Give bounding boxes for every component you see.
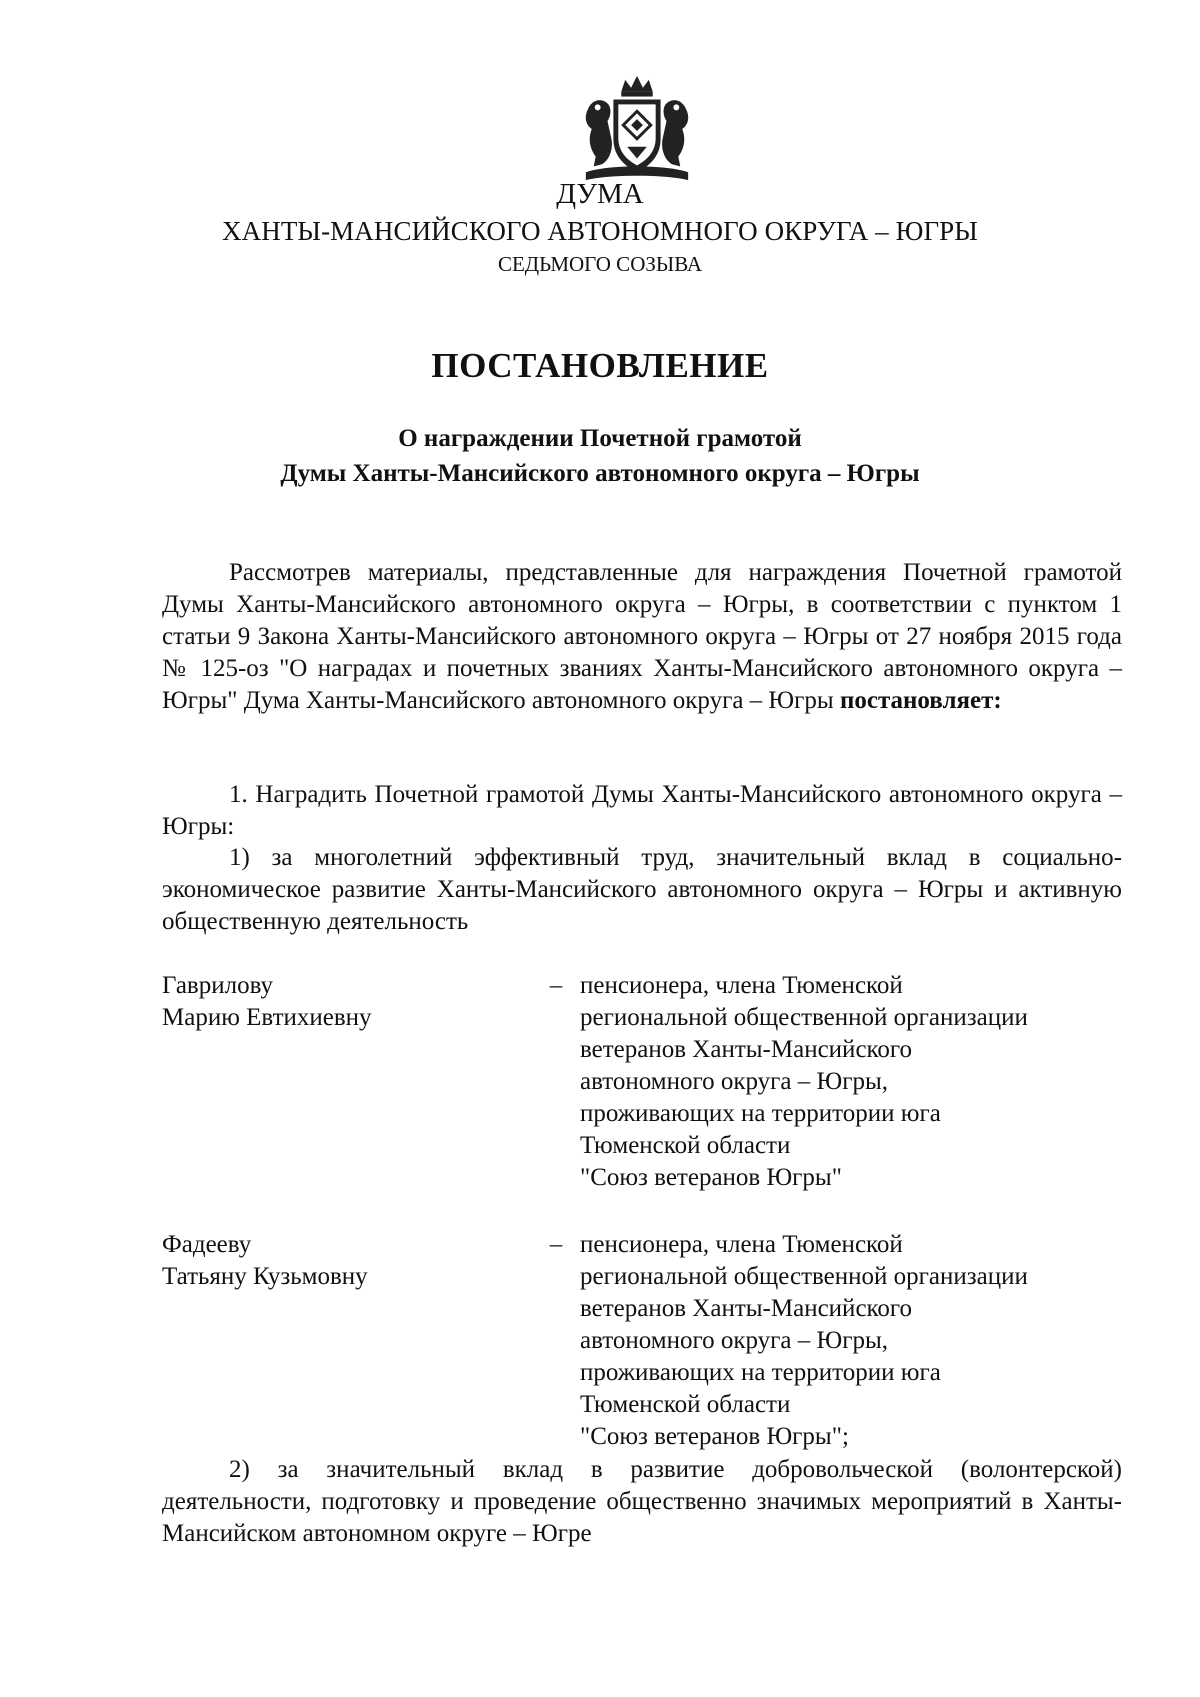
awardee-description (580, 1229, 1120, 1453)
awardee-name (162, 970, 542, 1034)
awardee-description-line: пенсионера, члена Тюменской (580, 1231, 903, 1258)
awardee-name (162, 1229, 542, 1293)
awardee-description-line: "Союз ветеранов Югры" (580, 1164, 842, 1191)
awardee-description (580, 970, 1120, 1194)
document-type: ПОСТАНОВЛЕНИЕ (431, 346, 769, 385)
awardee-description-line: автономного округа – Югры, (580, 1068, 889, 1095)
awardee-given-names: Татьяну Кузьмовну (162, 1263, 368, 1290)
preamble-text: Рассмотрев материалы, представленные для награждения Почетной грамотой Думы Ханты-Мансийского автономного округа – Югры, в соответствии с пунктом 1 статьи 9 Закона Ханты-Мансийского автономного округа – Югры от 27 ноября 2015 года № 125-оз "О наградах и почетных званиях Ханты-Мансийского автономного округа – Югры" Дума Ханты-Мансийского автономного округа – Югры (162, 559, 1122, 714)
awardee-description-line: автономного округа – Югры, (580, 1327, 889, 1354)
awardee-description-line: ветеранов Ханты-Мансийского (580, 1036, 913, 1063)
awardee-description-line: пенсионера, члена Тюменской (580, 972, 903, 999)
awardee-given-names: Марию Евтихиевну (162, 1004, 372, 1031)
item-1-paragraph: 1. Наградить Почетной грамотой Думы Ханты-Мансийского автономного округа – Югры: (162, 781, 1122, 840)
org-name-line-1: ДУМА (556, 178, 644, 210)
subitem-1-paragraph: 1) за многолетний эффективный труд, значительный вклад в социально-экономическое развитие Ханты-Мансийского автономного округа – Югры и активную общественную деятельность (162, 844, 1122, 935)
coat-of-arms-icon (578, 70, 696, 188)
awardee-description-line: проживающих на территории юга (580, 1100, 941, 1127)
awardee-description-line: проживающих на территории юга (580, 1359, 941, 1386)
awardee-dash: – (549, 1231, 563, 1258)
awardee-description-line: ветеранов Ханты-Мансийского (580, 1295, 913, 1322)
subitem-2-paragraph: 2) за значительный вклад в развитие добровольческой (волонтерской) деятельности, подготовку и проведение общественно значимых мероприятий в Ханты-Мансийском автономном округе – Югре (162, 1456, 1122, 1547)
decision-word: постановляет: (839, 687, 1002, 714)
convocation-line: СЕДЬМОГО СОЗЫВА (497, 252, 703, 276)
awardee-dash: – (549, 972, 563, 999)
awardee-description-line: "Союз ветеранов Югры"; (580, 1423, 849, 1450)
org-name-line-2: ХАНТЫ-МАНСИЙСКОГО АВТОНОМНОГО ОКРУГА – ЮГРЫ (222, 216, 978, 246)
document-subject (0, 421, 1200, 491)
awardee-surname: Фадееву (162, 1231, 252, 1258)
awardee-surname: Гаврилову (162, 972, 274, 999)
preamble-paragraph (162, 557, 1122, 717)
subject-line-2: Думы Ханты-Мансийского автономного округа – Югры (280, 460, 920, 487)
awardee-description-line: Тюменской области (580, 1391, 791, 1418)
awardee-description-line: Тюменской области (580, 1132, 791, 1159)
awardee-description-line: региональной общественной организации (580, 1263, 1028, 1290)
awardee-description-line: региональной общественной организации (580, 1004, 1028, 1031)
subject-line-1: О награждении Почетной грамотой (398, 425, 802, 452)
